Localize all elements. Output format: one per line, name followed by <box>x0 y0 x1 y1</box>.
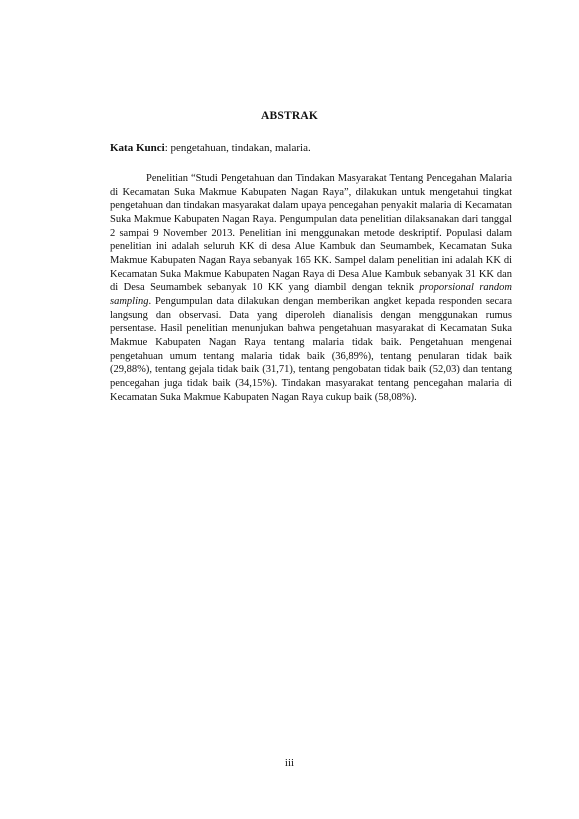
keywords-label: Kata Kunci <box>110 142 165 154</box>
abstract-text-italic: proporsional random sampling <box>110 282 513 307</box>
keywords-line <box>110 141 512 155</box>
abstract-title: ABSTRAK <box>261 110 318 122</box>
page-number: iii <box>284 757 295 769</box>
abstract-text-part1: Penelitian “Studi Pengetahuan dan Tindakan Masyarakat Tentang Pencegahan Malaria di Kecamatan Suka Makmue Kabupaten Nagan Raya”, dilakukan untuk mengetahui tingkat pengetahuan dan tindakan masyarakat dalam upaya pencegahan penyakit malaria di Kecamatan Suka Makmue Kabupaten Nagan Raya. Pengumpulan data penelitian dilaksanakan dari tanggal 2 sampai 9 November 2013. Penelitian ini menggunakan metode deskriptif. Populasi dalam penelitian ini adalah seluruh KK di desa Alue Kambuk dan Seumambek, Kecamatan Suka Makmue Kabupaten Nagan Raya sebanyak 165 KK. Sampel dalam penelitian ini adalah KK di Kecamatan Suka Makmue Kabupaten Nagan Raya di Desa Alue Kambuk sebanyak 31 KK dan di Desa Seumambek sebanyak 10 KK yang diambil dengan teknik <box>110 173 512 294</box>
abstract-text-part2: . Pengumpulan data dilakukan dengan memberikan angket kepada responden secara langsung dan observasi. Data yang diperoleh dianalisis dengan menggunakan rumus persentase. Hasil penelitian menunjukan bahwa pengetahuan masyarakat di Kecamatan Suka Makmue Kabupaten Nagan Raya tentang malaria tidak baik. Pengetahuan mengenai pengetahuan umum tentang malaria tidak baik (36,89%), tentang penularan tidak baik (29,88%), tentang gejala tidak baik (31,71), tentang pengobatan tidak baik (52,03) dan tentang pencegahan juga tidak baik (34,15%). Tindakan masyarakat tentang pencegahan malaria di Kecamatan Suka Makmue Kabupaten Nagan Raya cukup baik (58,08%). <box>110 295 512 403</box>
abstract-paragraph <box>110 172 512 404</box>
keywords-text: : pengetahuan, tindakan, malaria. <box>164 142 311 154</box>
